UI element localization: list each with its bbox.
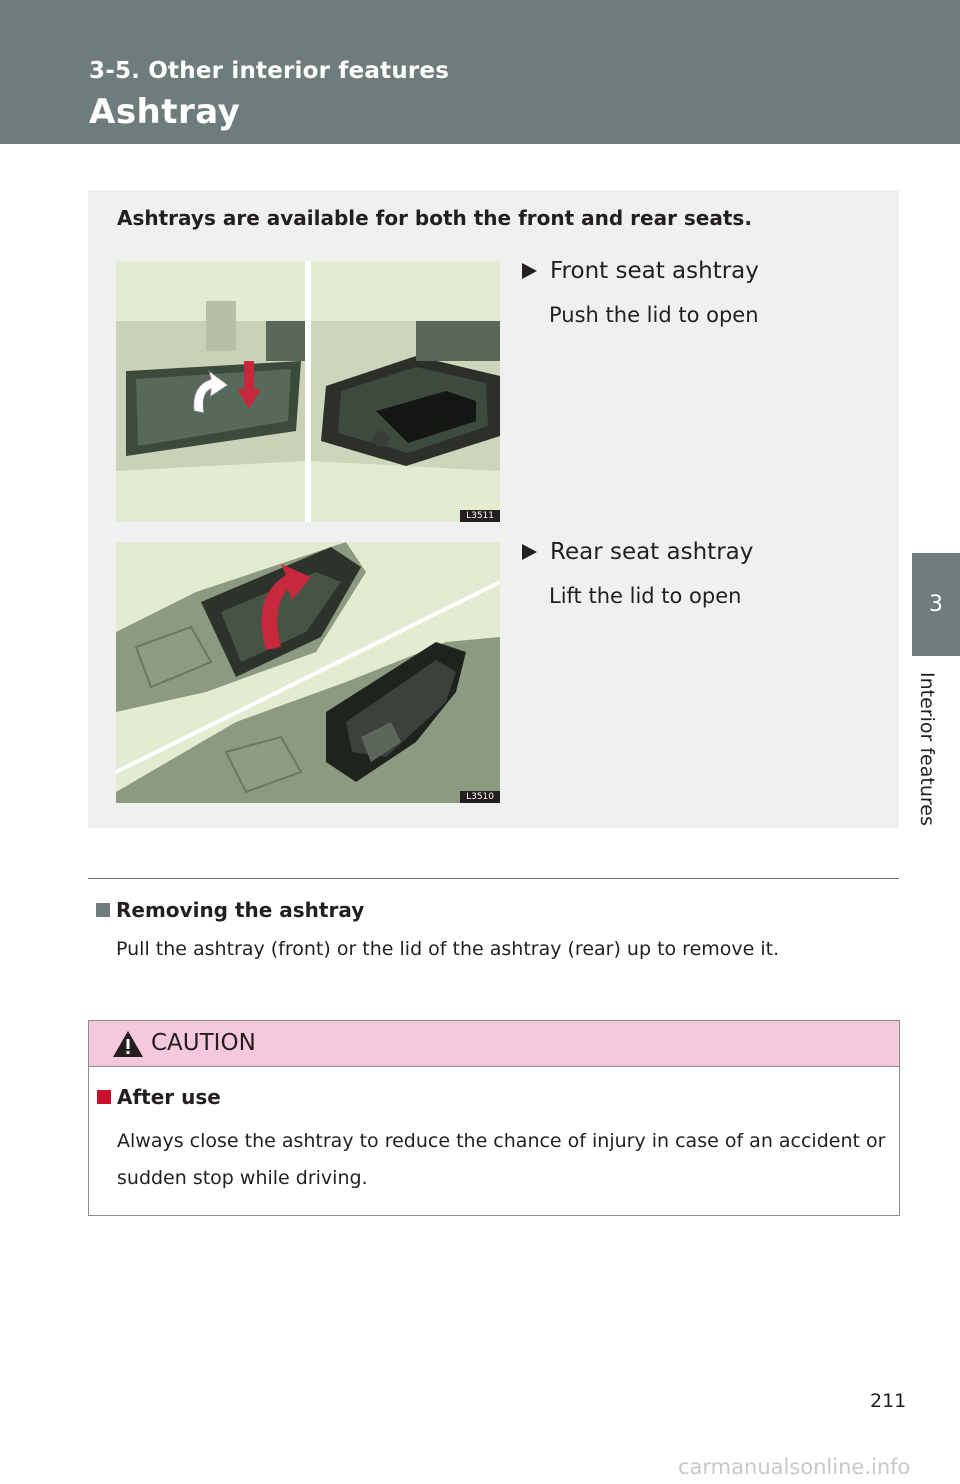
chapter-tab[interactable] xyxy=(912,553,960,656)
chapter-number: 3 xyxy=(929,592,943,617)
front-figure-code: L3511 xyxy=(460,510,500,522)
rear-ashtray-instruction: Lift the lid to open xyxy=(549,584,742,608)
rear-ashtray-heading-text: Rear seat ashtray xyxy=(550,539,754,565)
removing-heading-text: Removing the ashtray xyxy=(116,898,365,922)
caution-box xyxy=(88,1020,900,1216)
caution-header xyxy=(89,1021,899,1067)
rear-ashtray-figure xyxy=(116,542,500,803)
header-bar xyxy=(0,0,960,144)
panel-intro: Ashtrays are available for both the front and rear seats. xyxy=(117,206,752,230)
removing-body: Pull the ashtray (front) or the lid of the ashtray (rear) up to remove it. xyxy=(116,938,780,960)
front-ashtray-heading xyxy=(522,258,759,284)
page-title: Ashtray xyxy=(89,92,241,132)
front-ashtray-figure xyxy=(116,261,500,522)
square-bullet-icon xyxy=(97,1090,111,1104)
page-number: 211 xyxy=(870,1390,907,1412)
front-ashtray-heading-text: Front seat ashtray xyxy=(550,258,759,284)
section-divider xyxy=(88,878,899,879)
removing-heading xyxy=(96,898,364,922)
square-bullet-icon xyxy=(96,903,110,917)
watermark: carmanualsonline.info xyxy=(678,1455,911,1479)
after-use-heading xyxy=(97,1085,221,1109)
caution-title: CAUTION xyxy=(151,1030,256,1056)
front-ashtray-instruction: Push the lid to open xyxy=(549,303,759,327)
rear-ashtray-illustration xyxy=(116,542,500,803)
rear-figure-code: L3510 xyxy=(460,791,500,803)
triangle-bullet-icon xyxy=(522,544,537,560)
triangle-bullet-icon xyxy=(522,263,537,279)
warning-triangle-icon xyxy=(112,1030,144,1058)
rear-ashtray-heading xyxy=(522,539,753,565)
front-ashtray-illustration xyxy=(116,261,500,522)
after-use-body: Always close the ashtray to reduce the chance of injury in case of an accident or sudden stop while driving. xyxy=(117,1130,886,1189)
section-label: 3-5. Other interior features xyxy=(89,58,450,84)
chapter-label: Interior features xyxy=(916,672,938,826)
after-use-heading-text: After use xyxy=(117,1085,221,1109)
